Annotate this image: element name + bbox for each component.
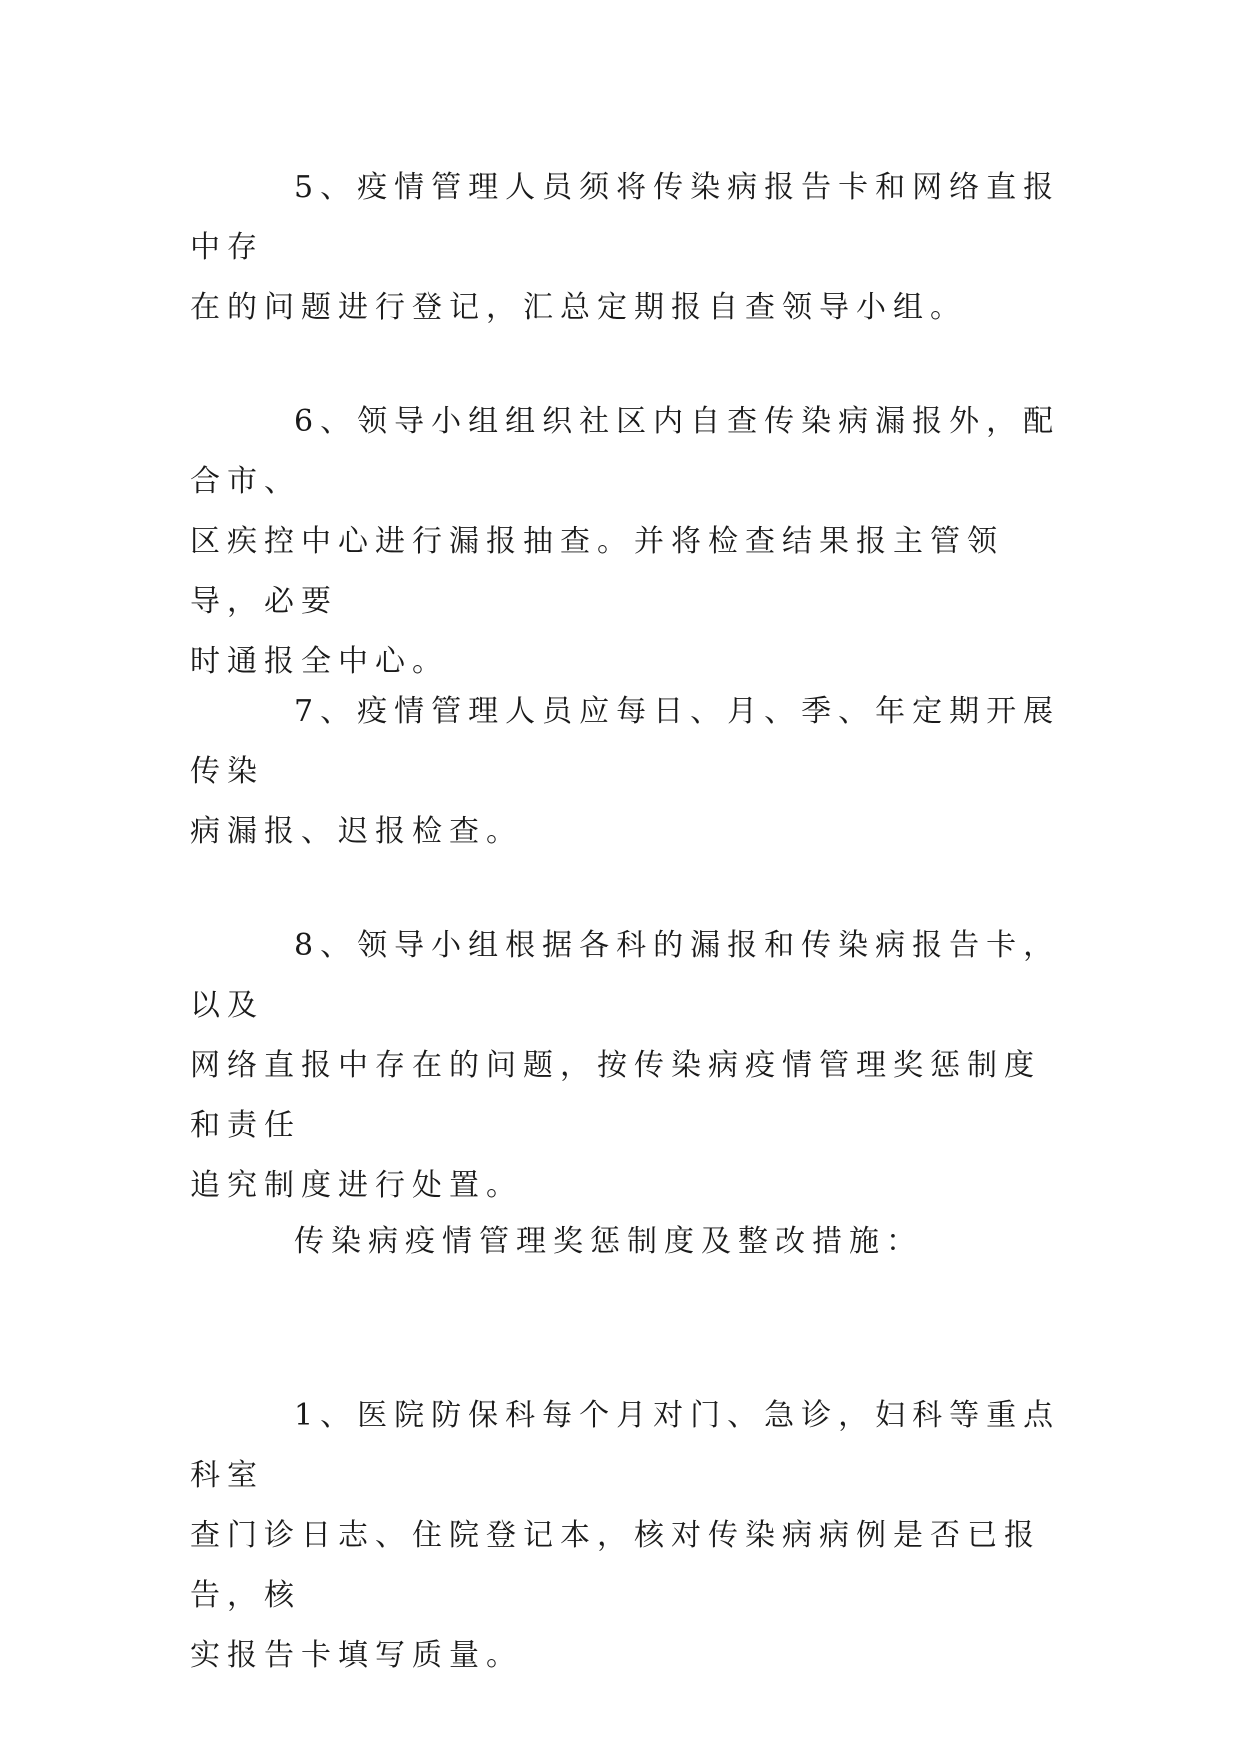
paragraph-item-6: 6、领导小组组织社区内自查传染病漏报外，配合市、 区疾控中心进行漏报抽查。并将检查结果报主管领导，必要 时通报全中心。 (190, 404, 1061, 679)
section-heading: 传染病疫情管理奖惩制度及整改措施： (294, 1224, 923, 1259)
section-paragraph-item-1: 1、医院防保科每个月对门、急诊，妇科等重点科室 查门诊日志、住院登记本，核对传染病病例是否已报告，核 实报告卡填写质量。 (190, 1398, 1061, 1673)
paragraph-item-8: 8、领导小组根据各科的漏报和传染病报告卡，以及 网络直报中存在的问题，按传染病疫情管理奖惩制度和责任 追究制度进行处置。 (190, 928, 1061, 1203)
paragraph-item-5: 5、疫情管理人员须将传染病报告卡和网络直报中存 在的问题进行登记，汇总定期报自查领导小组。 (190, 170, 1061, 325)
paragraph-item-7: 7、疫情管理人员应每日、月、季、年定期开展传染 病漏报、迟报检查。 (190, 694, 1061, 849)
